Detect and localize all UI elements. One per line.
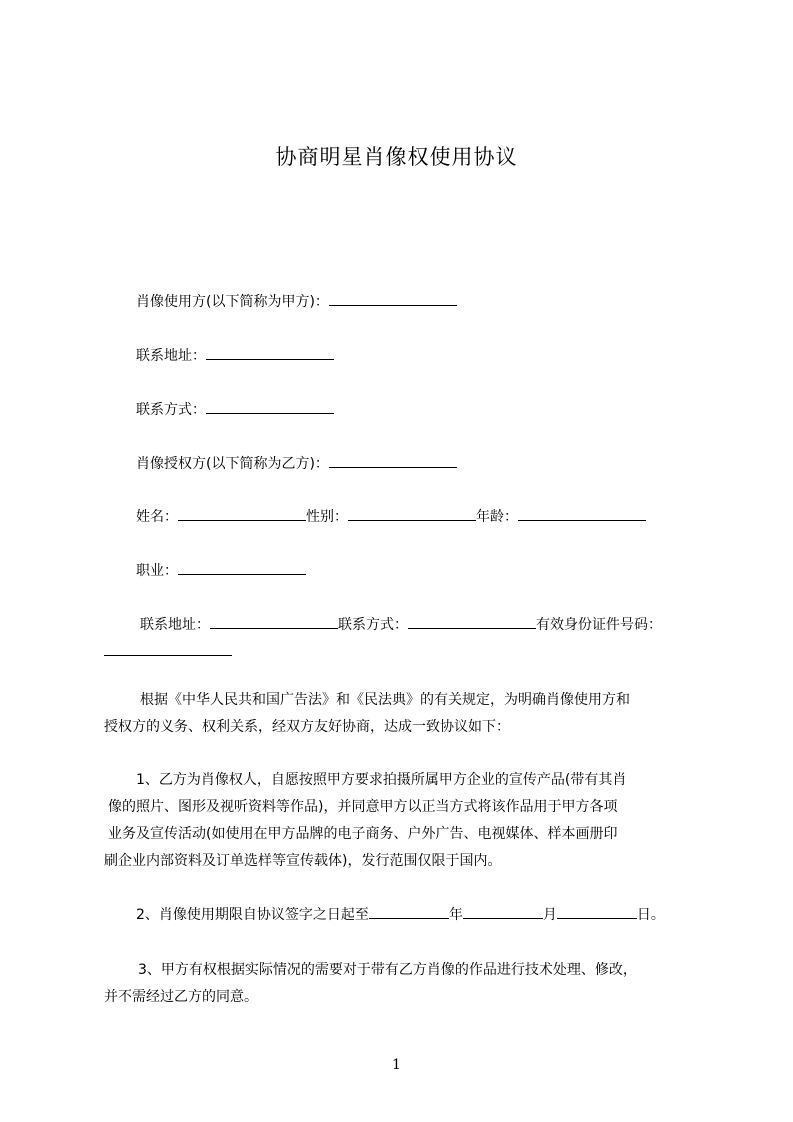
end-year-blank[interactable]	[369, 904, 449, 919]
party-a-contact-row	[136, 399, 334, 420]
page-title: 协商明星肖像权使用协议	[275, 145, 518, 169]
age-label: 年龄：	[476, 509, 518, 525]
id-number-blank[interactable]	[104, 641, 232, 656]
end-day-blank[interactable]	[557, 904, 637, 919]
occupation-blank[interactable]	[178, 560, 306, 575]
end-month-blank[interactable]	[463, 904, 543, 919]
occupation-label: 职业：	[136, 563, 178, 579]
clause1-line-4: 刷企业内部资料及订单选样等宣传载体)，发行范围仅限于国内。	[104, 853, 502, 869]
person-name-blank[interactable]	[178, 506, 306, 521]
clause2-row	[136, 904, 665, 925]
party-a-contact-label: 联系方式：	[136, 402, 206, 418]
age-blank[interactable]	[518, 506, 646, 521]
id-number-row	[104, 641, 232, 662]
party-b-address-label: 联系地址：	[140, 617, 210, 633]
party-b-occupation-row	[136, 560, 306, 581]
page-number: 1	[392, 1057, 401, 1073]
party-a-contact-blank[interactable]	[206, 399, 334, 414]
person-name-label: 姓名：	[136, 509, 178, 525]
party-a-name-blank[interactable]	[329, 291, 457, 306]
clause1-line-3: 业务及宣传活动(如使用在甲方品牌的电子商务、户外广告、电视媒体、样本画册印	[108, 826, 618, 842]
id-number-label: 有效身份证件号码：	[536, 617, 662, 633]
party-b-contact-label: 联系方式：	[338, 617, 408, 633]
clause3-line-1: 3、甲方有权根据实际情况的需要对于带有乙方肖像的作品进行技术处理、修改，	[138, 962, 637, 978]
day-label: 日。	[636, 907, 665, 923]
party-b-address-row	[140, 614, 662, 635]
month-label: 月	[542, 907, 557, 923]
party-a-address-label: 联系地址：	[136, 348, 206, 364]
clause1-line-2: 像的照片、图形及视听资料等作品)，并同意甲方以正当方式将该作品用于甲方各项	[108, 799, 618, 815]
party-a-address-blank[interactable]	[206, 345, 334, 360]
gender-blank[interactable]	[348, 506, 476, 521]
year-label: 年	[448, 907, 463, 923]
clause2-prefix: 2、肖像使用期限自协议签字之日起至	[136, 907, 369, 923]
gender-label: 性别：	[306, 509, 348, 525]
clause3-line-2: 并不需经过乙方的同意。	[104, 989, 258, 1005]
preamble-line-1: 根据《中华人民共和国广告法》和《民法典》的有关规定，为明确肖像使用方和	[140, 692, 630, 708]
preamble-line-2: 授权方的义务、权利关系，经双方友好协商，达成一致协议如下：	[104, 719, 510, 735]
party-a-name-row	[136, 291, 457, 312]
party-b-name-row	[136, 453, 457, 474]
party-b-address-blank[interactable]	[210, 614, 338, 629]
party-b-contact-blank[interactable]	[408, 614, 536, 629]
clause1-line-1: 1、乙方为肖像权人，自愿按照甲方要求拍摄所属甲方企业的宣传产品(带有其肖	[136, 772, 627, 788]
party-b-name-label: 肖像授权方(以下简称为乙方)：	[136, 456, 329, 472]
party-b-name-blank[interactable]	[329, 453, 457, 468]
party-a-name-label: 肖像使用方(以下简称为甲方)：	[136, 294, 329, 310]
party-a-address-row	[136, 345, 334, 366]
party-b-person-row	[136, 506, 646, 527]
